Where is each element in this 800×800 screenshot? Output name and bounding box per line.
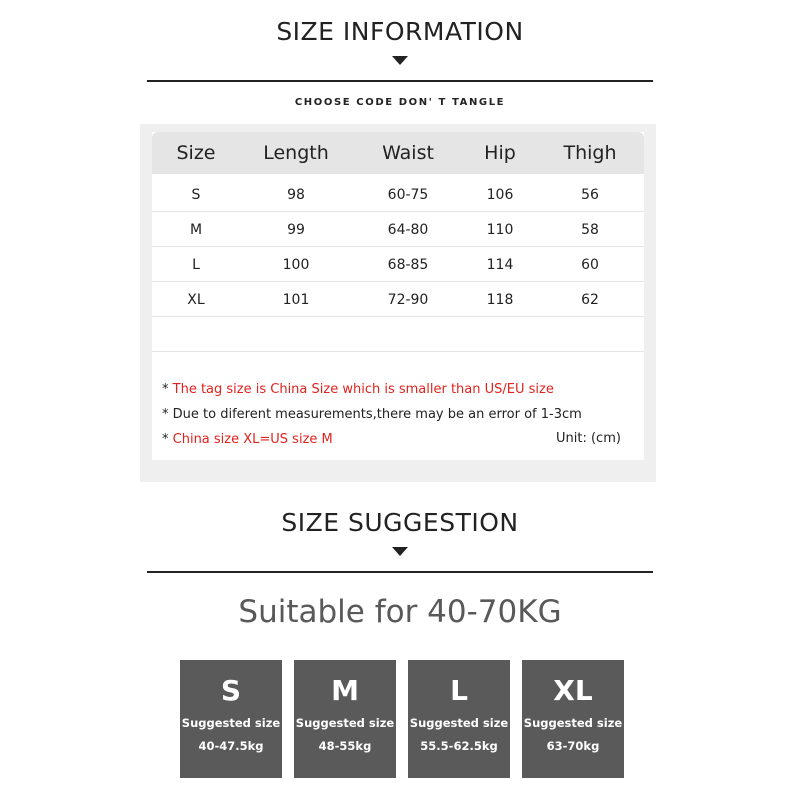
- size-box-label: Suggested size: [181, 716, 281, 730]
- note-bullet: *: [162, 407, 169, 422]
- column-header-waist: Waist: [382, 142, 434, 164]
- size-box-label: Suggested size: [409, 716, 509, 730]
- size-box-range: 63-70kg: [546, 739, 600, 753]
- cell-size: S: [191, 187, 201, 203]
- divider: [147, 571, 653, 573]
- cell-size: XL: [187, 292, 205, 308]
- size-box-range: 55.5-62.5kg: [420, 739, 498, 753]
- cell-thigh: 62: [581, 292, 599, 308]
- size-box-m: [294, 660, 396, 778]
- table-row: [152, 247, 644, 282]
- cell-length: 99: [287, 222, 305, 238]
- cell-waist: 68-85: [387, 257, 429, 273]
- weight-range-headline: Suitable for 40-70KG: [238, 594, 562, 630]
- size-suggestion-title: SIZE SUGGESTION: [281, 508, 519, 537]
- cell-thigh: 56: [581, 187, 599, 203]
- cell-hip: 110: [486, 222, 514, 238]
- down-arrow-icon: [392, 547, 408, 556]
- cell-length: 100: [282, 257, 310, 273]
- cell-thigh: 60: [581, 257, 599, 273]
- note-text: Due to diferent measurements,there may be an error of 1-3cm: [172, 407, 582, 422]
- size-letter: M: [331, 674, 359, 707]
- size-box-xl: [522, 660, 624, 778]
- cell-size: M: [189, 222, 203, 238]
- cell-hip: 106: [486, 187, 514, 203]
- cell-hip: 114: [486, 257, 514, 273]
- size-box-range: 40-47.5kg: [198, 739, 264, 753]
- cell-length: 98: [287, 187, 305, 203]
- size-letter: S: [220, 674, 242, 707]
- size-box-s: [180, 660, 282, 778]
- cell-waist: 60-75: [387, 187, 429, 203]
- size-information-title: SIZE INFORMATION: [276, 17, 524, 46]
- note-bullet: *: [162, 432, 169, 447]
- column-header-hip: Hip: [484, 142, 516, 164]
- size-letter: L: [450, 674, 468, 707]
- size-box-label: Suggested size: [523, 716, 623, 730]
- divider: [147, 80, 653, 82]
- table-header: [152, 132, 644, 174]
- cell-hip: 118: [486, 292, 514, 308]
- column-header-size: Size: [176, 142, 216, 164]
- subtitle: CHOOSE CODE DON' T TANGLE: [294, 97, 506, 108]
- cell-thigh: 58: [581, 222, 599, 238]
- cell-waist: 64-80: [387, 222, 429, 238]
- unit-label: Unit: (cm): [556, 431, 621, 446]
- size-box-range: 48-55kg: [318, 739, 372, 753]
- note-measurement-error: [162, 407, 582, 422]
- table-row: [152, 212, 644, 247]
- cell-size: L: [192, 257, 200, 273]
- table-row: [152, 177, 644, 212]
- note-bullet: *: [162, 382, 169, 397]
- cell-length: 101: [282, 292, 310, 308]
- size-box-l: [408, 660, 510, 778]
- note-text: China size XL=US size M: [172, 432, 333, 447]
- down-arrow-icon: [392, 56, 408, 65]
- size-box-label: Suggested size: [295, 716, 395, 730]
- note-text: The tag size is China Size which is smaller than US/EU size: [172, 382, 554, 397]
- cell-waist: 72-90: [387, 292, 429, 308]
- column-header-length: Length: [263, 142, 329, 164]
- size-letter: XL: [553, 674, 593, 707]
- note-china-size: [162, 432, 333, 447]
- table-row: [152, 282, 644, 317]
- column-header-thigh: Thigh: [563, 142, 617, 164]
- note-tag-size: [162, 382, 554, 397]
- table-row-empty: [152, 317, 644, 352]
